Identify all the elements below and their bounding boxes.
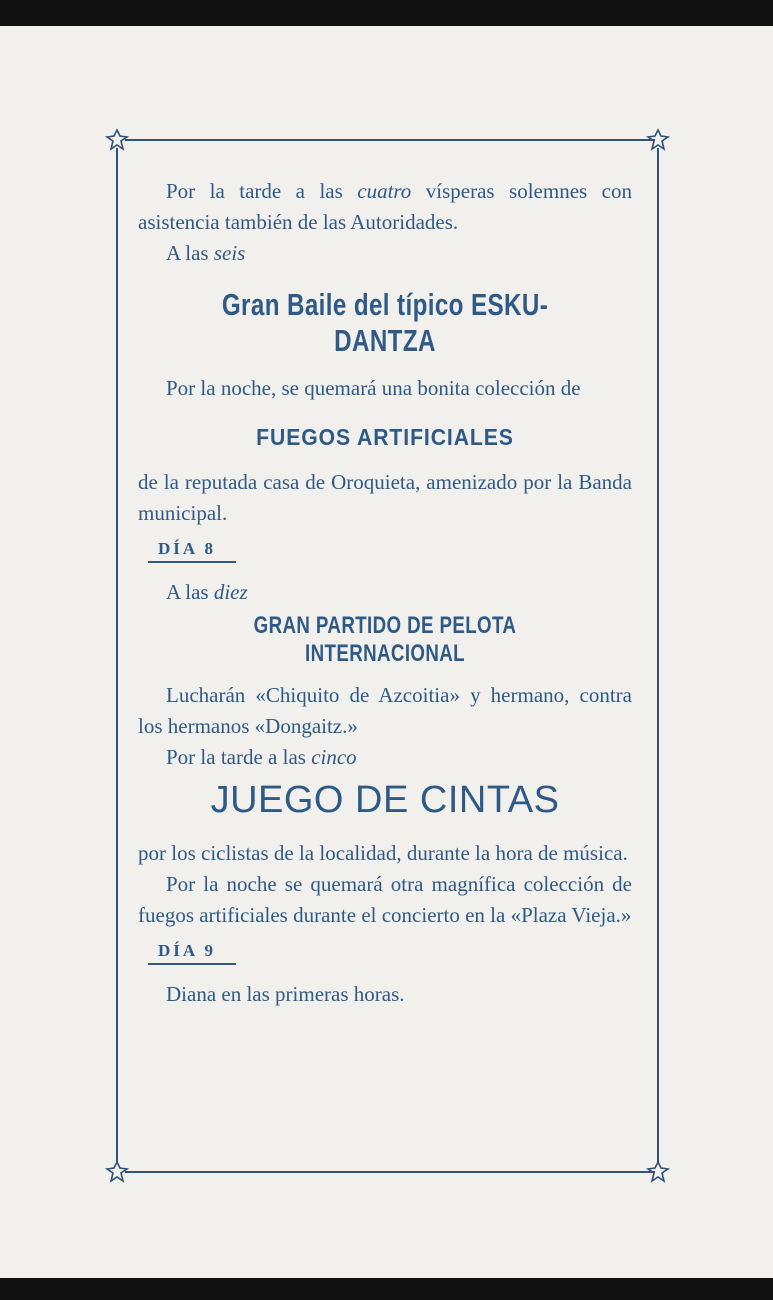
heading-cintas: JUEGO DE CINTAS [210, 779, 560, 821]
frame-bottom-rule [125, 1171, 655, 1173]
corner-ornament-icon [105, 128, 129, 152]
paragraph-plaza-vieja: Por la noche se quemará otra magnífica colección de fuegos artificiales durante el concierto en la «Plaza Vieja.» [138, 872, 632, 927]
corner-ornament-icon [646, 128, 670, 152]
emphasis: cinco [311, 745, 357, 769]
program-page [0, 26, 773, 1278]
corner-ornament-icon [105, 1160, 129, 1184]
text: A las [166, 241, 214, 265]
emphasis: diez [213, 580, 248, 604]
paragraph-oroquieta: de la reputada casa de Oroquieta, amenizado por la Banda municipal. [138, 470, 632, 525]
frame-right-rule [657, 148, 659, 1162]
emphasis: seis [213, 241, 246, 265]
paragraph-diana: Diana en las primeras horas. [166, 982, 405, 1006]
frame-top-rule [125, 139, 655, 141]
heading-esku-dantza: Gran Baile del típico ESKU-DANTZA [221, 287, 549, 358]
text: vísperas solemnes con asistencia también de las Autoridades. [138, 179, 632, 234]
paragraph-coleccion: Por la noche, se quemará una bonita colección de [166, 376, 581, 400]
day-heading-8: DÍA 8 [148, 539, 236, 563]
paragraph-diez [138, 577, 632, 608]
frame-left-rule [116, 148, 118, 1162]
text: Por la tarde a las [166, 745, 312, 769]
paragraph-ciclistas: por los ciclistas de la localidad, durante la hora de música. [138, 841, 628, 865]
corner-ornament-icon [646, 1160, 670, 1184]
text: Por la tarde a las [166, 179, 358, 203]
paragraph-seis [138, 238, 632, 269]
paragraph-cinco [138, 742, 632, 773]
day-heading-9: DÍA 9 [148, 941, 236, 965]
heading-pelota: GRAN PARTIDO DE PELOTA INTERNACIONAL [253, 612, 517, 667]
text: A las [166, 580, 214, 604]
emphasis: cuatro [357, 179, 412, 203]
paragraph-lucharan: Lucharán «Chiquito de Azcoitia» y hermano, contra los hermanos «Dongaitz.» [138, 683, 632, 738]
paragraph-visperas [138, 176, 632, 238]
heading-fuegos: FUEGOS ARTIFICIALES [256, 424, 514, 450]
program-content [138, 176, 632, 1010]
